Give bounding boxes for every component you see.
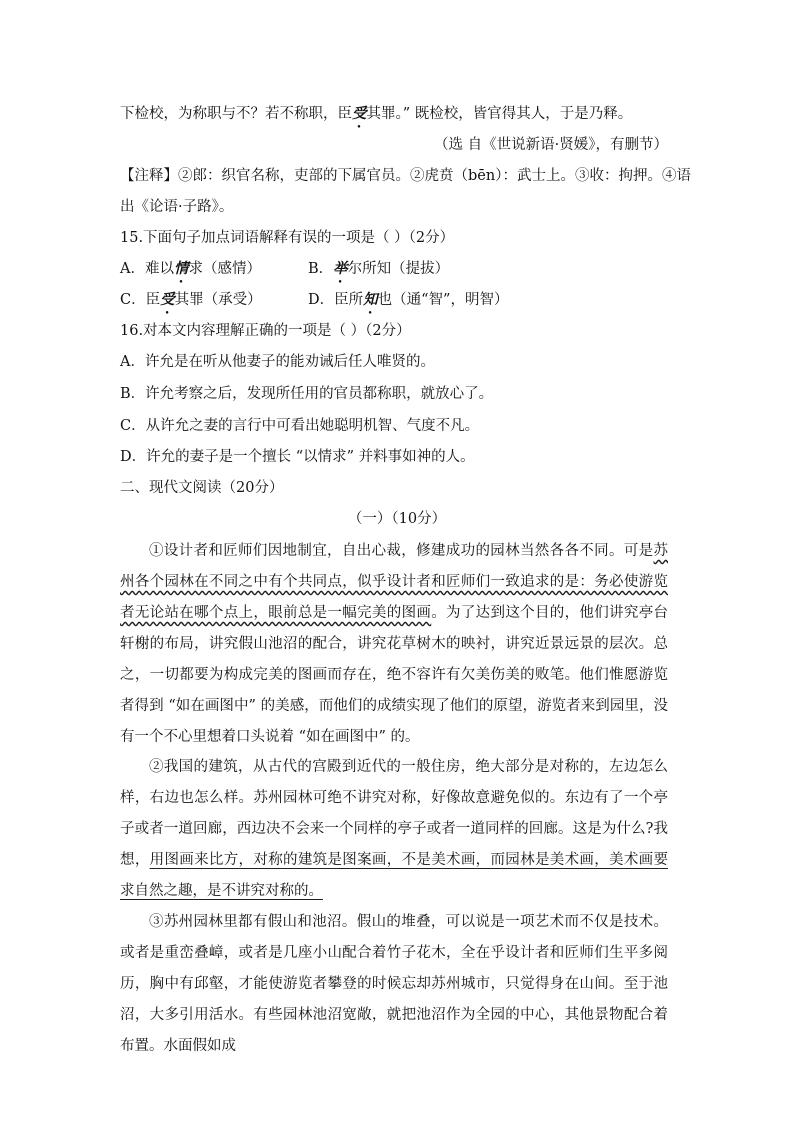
option-d: D．许允的妻子是一个擅长 “以情求” 并料事如神的人。 — [120, 449, 475, 465]
passage-text: 其罪。” 既检校，皆官得其人，于是乃释。 — [366, 106, 633, 122]
wavy-underlined-sentence: 苏州各个园林在不同之中有个共同点，似乎设计者和匠师们一致追求的是：务必使游览者无论站在哪个点上，眼前总是一幅完美的图画 — [120, 543, 668, 621]
dotted-word: 情 — [173, 260, 189, 277]
question-15-options-row-2 — [120, 290, 680, 317]
option-c: C．从许允之妻的言行中可看出她聪明机智、气度不凡。 — [120, 418, 480, 434]
option-c: C．臣受其罪（承受） — [120, 291, 262, 308]
option-d: D．臣所知也（通“智”，明智） — [308, 291, 509, 308]
paragraph-1: ①设计者和匠师们因地制宜，自出心裁，修建成功的园林当然各各不同。可是苏州各个园林在不同之中有个共同点，似乎设计者和匠师们一致追求的是：务必使游览者无论站在哪个点上，眼前总是一幅完美的图画。为了达到这个目的，他们讲究亭台轩榭的布局，讲究假山池沼的配合，讲究花草树木的映衬，讲究近景远景的层次。总之，一切都要为构成完美的图画而存在，绝不容许有欠美伤美的败笔。他们惟愿游览者得到 “如在画图中” 的美感，而他们的成绩实现了他们的原望，游览者来到园里，没有一个不心里想着口头说着 “如在画图中” 的。 — [120, 543, 669, 745]
sub-heading: （一）（10分） — [347, 511, 447, 527]
option-b: B．举尔所知（提拔） — [308, 260, 450, 277]
dotted-word: 知 — [363, 291, 378, 308]
passage-end-line — [120, 104, 632, 131]
paragraph-3: ③苏州园林里都有假山和池沼。假山的堆叠，可以说是一项艺术而不仅是技术。或者是重峦叠嶂，或者是几座小山配合着竹子花木，全在乎设计者和匠师们生平多阅历，胸中有邱壑，才能使游览者攀登的时候忘却苏州城市，只觉得身在山间。至于池沼，大多引用活水。有些园林池沼宽敞，就把池沼作为全园的中心，其他景物配合着布置。水面假如成 — [120, 914, 668, 1054]
option-a: A．许允是在听从他妻子的能劝诫后任人唯贤的。 — [120, 354, 435, 370]
section-heading: 二、现代文阅读（20分） — [120, 480, 284, 496]
question-15-stem: 15.下面句子加点词语解释有误的一项是（ ）（2分） — [120, 230, 455, 246]
notes-line-2: 出《论语·子路》。 — [120, 199, 234, 215]
dotted-word: 受 — [352, 105, 367, 122]
option-b: B．许允考察之后，发现所任用的官员都称职，就放心了。 — [120, 386, 494, 402]
underlined-sentence: 用图画来比方，对称的建筑是图案画，不是美术画，而园林是美术画，美术画要求自然之趣，是不讲究对称的。 — [120, 852, 668, 899]
option-a: A．难以情求（感情） — [120, 260, 261, 277]
dotted-word: 受 — [160, 291, 175, 308]
passage-text: 下检校，为称职与不？若不称职，臣 — [120, 106, 352, 122]
question-15-options-row-1 — [120, 259, 680, 286]
notes-line-1: 【注释】②郎：织官名称，吏部的下属官员。②虎贲（bēn）：武士上。③收：拘押。④语 — [120, 168, 691, 184]
paragraph-2: ②我国的建筑，从古代的宫殿到近代的一般住房，绝大部分是对称的，左边怎么样，右边也怎么样。苏州园林可绝不讲究对称，好像故意避免似的。东边有了一个亭子或者一道回廊，西边决不会来一个同样的亭子或者一道同样的回廊。这是为什么?我想，用图画来比方，对称的建筑是图案画，不是美术画，而园林是美术画，美术画要求自然之趣，是不讲究对称的。 — [120, 759, 668, 899]
source-citation: （选 自《世说新语·贤媛》，有删节） — [434, 137, 668, 153]
dotted-word: 举 — [333, 260, 348, 277]
question-16-stem: 16.对本文内容理解正确的一项是（ ）（2分） — [120, 323, 411, 339]
